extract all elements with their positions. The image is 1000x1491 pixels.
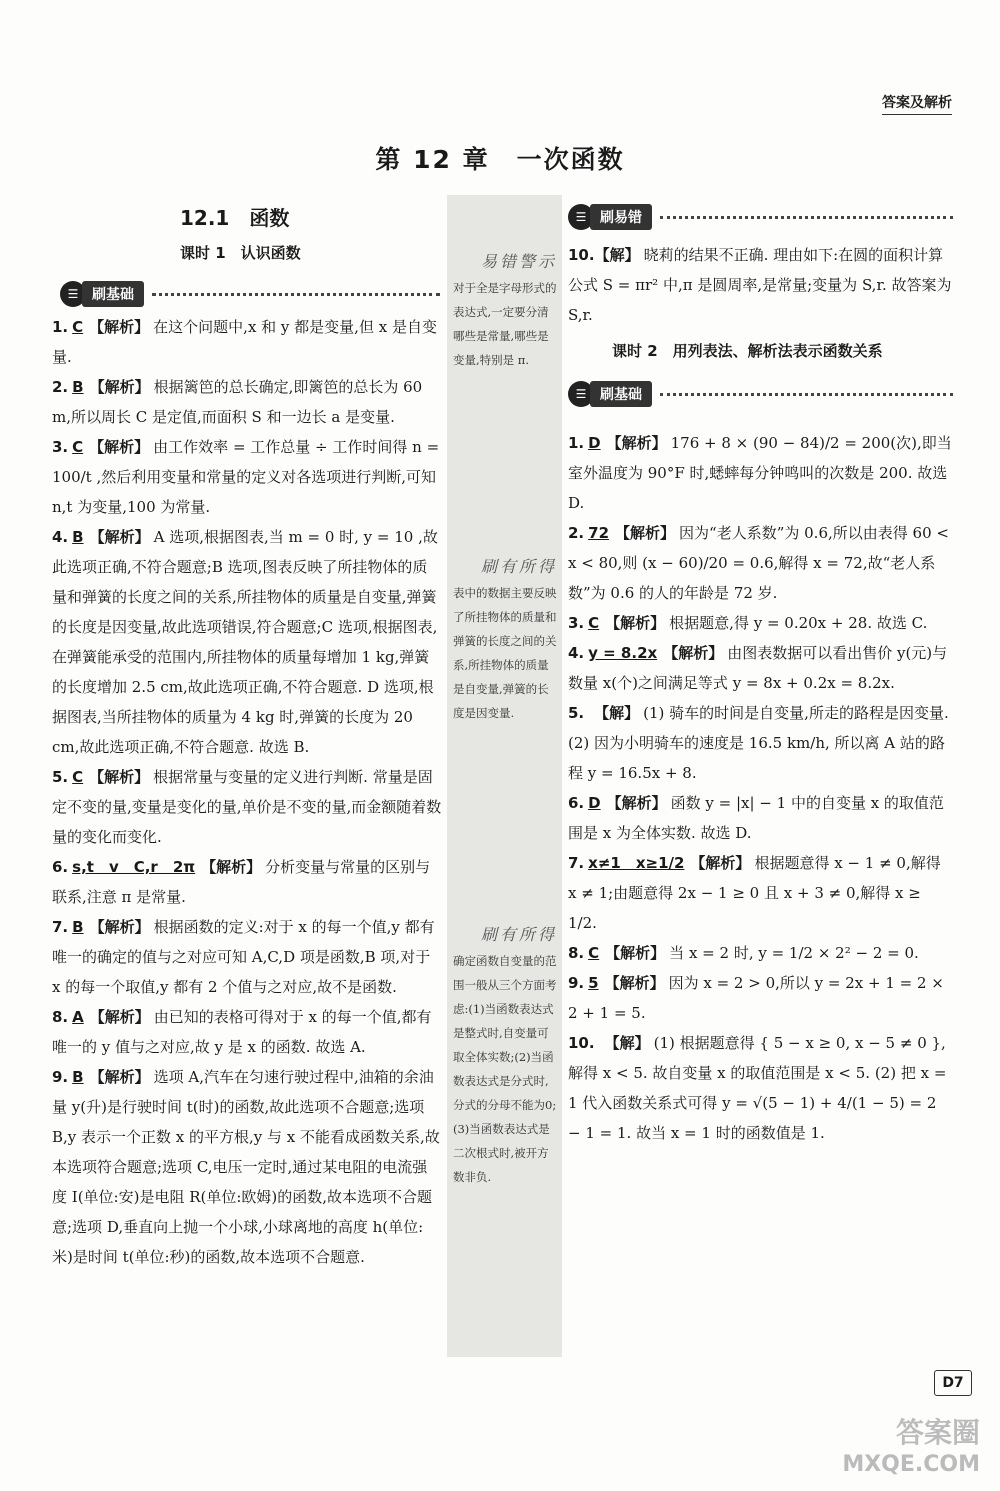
answer-item	[568, 428, 953, 518]
chapter-title: 第 12 章 一次函数	[375, 145, 625, 174]
answer-item	[52, 312, 442, 372]
question-number: 2.	[52, 378, 69, 396]
tip-heading: 刷有所得	[480, 557, 557, 576]
answer-value: s,t v C,r 2π	[72, 858, 196, 876]
answer-text: (1) 根据题意得 { 5 − x ≥ 0, x − 5 ≠ 0 },解得 x < 5. 故自变量 x 的取值范围是 x < 5. (2) 把 x = 1 代入函数关系式可得 y = √(5 − 1) + 4/(1 − 5) = 2 − 1 = 1. 故当 x = 1 时的函数值是 1.	[568, 1034, 947, 1142]
answer-value: C	[72, 318, 84, 336]
watermark	[842, 1417, 980, 1481]
tip-heading: 易错警示	[480, 252, 557, 271]
answer-text: 由图表数据可以看出售价 y(元)与数量 x(个)之间满足等式 y = 8x + 0.2x = 8.2x.	[568, 644, 948, 692]
answer-text: 分析变量与常量的区别与联系,注意 π 是常量.	[52, 858, 431, 906]
book-icon: ☰	[568, 204, 594, 230]
answer-text: 因为 x = 2 > 0,所以 y = 2x + 1 = 2 × 2 + 1 = 5.	[568, 974, 944, 1022]
answer-item	[52, 372, 442, 432]
answer-item	[52, 762, 442, 852]
tip-text: 确定函数自变量的范围一般从三个方面考虑:(1)当函数表达式是整式时,自变量可取全体实数;(2)当函数表达式是分式时,分式的分母不能为0;(3)当函数表达式是二次根式时,被开方数非负.	[453, 954, 557, 1184]
answer-tag: 【解析】	[89, 1008, 150, 1026]
question-number: 6.	[568, 794, 585, 812]
tip-heading: 刷有所得	[480, 925, 557, 944]
tip-gain-1	[453, 555, 557, 725]
answer-value: C	[72, 768, 84, 786]
answer-value: D	[588, 434, 601, 452]
question-number: 7.	[568, 854, 585, 872]
answer-tag: 【解析】	[89, 438, 150, 456]
answer-tag: 【解析】	[89, 1068, 150, 1086]
answer-item	[568, 518, 953, 608]
answer-tag: 【解析】	[606, 434, 667, 452]
answer-value: 5	[588, 974, 599, 992]
book-icon: ☰	[60, 281, 86, 307]
badge-error	[568, 203, 953, 231]
watermark-top: 答案圈	[895, 1416, 980, 1449]
question-number: 10.	[568, 246, 595, 264]
answer-item	[52, 912, 442, 1002]
answer-tag: 【解】	[594, 704, 640, 722]
badge-basic-label: 刷基础	[590, 381, 652, 407]
answer-tag: 【解】	[594, 246, 640, 264]
question-number: 3.	[52, 438, 69, 456]
question-number: 8.	[52, 1008, 69, 1026]
page-number: D7	[934, 1370, 972, 1396]
question-number: 8.	[568, 944, 585, 962]
book-icon: ☰	[568, 381, 594, 407]
tip-gain-2	[453, 923, 557, 1189]
answer-item	[568, 608, 953, 638]
answer-text: 晓莉的结果不正确. 理由如下:在圆的面积计算公式 S = πr² 中,π 是圆周率,是常量;变量为 S,r. 故答案为 S,r.	[568, 246, 952, 324]
answer-value: x≠1 x≥1/2	[588, 854, 685, 872]
answer-value: C	[588, 614, 600, 632]
answer-text: 选项 A,汽车在匀速行驶过程中,油箱的余油量 y(升)是行驶时间 t(时)的函数,故此选项不合题意;选项 B,y 表示一个正数 x 的平方根,y 与 x 不能看成函数关系,故本选项符合题意;选项 C,电压一定时,通过某电阻的电流强度 I(单位:安)是电阻 R(单位:欧姆)的函数,故本选项不合题意;选项 D,垂直向上抛一个小球,小球离地的高度 h(单位:米)是时间 t(单位:秒)的函数,故本选项不合题意.	[52, 1068, 440, 1266]
answer-value: B	[72, 1068, 84, 1086]
answer-item	[568, 698, 953, 788]
question-number: 1.	[52, 318, 69, 336]
answer-item	[568, 638, 953, 698]
dotted-rule	[660, 216, 953, 219]
question-number: 6.	[52, 858, 69, 876]
question-number: 5.	[52, 768, 69, 786]
watermark-bottom: MXQE.COM	[842, 1452, 980, 1477]
answer-item	[52, 432, 442, 522]
answer-text: (1) 骑车的时间是自变量,所走的路程是因变量. (2) 因为小明骑车的速度是 16.5 km/h, 所以离 A 站的路程 y = 16.5x + 8.	[568, 704, 949, 782]
answer-text: 由工作效率 = 工作总量 ÷ 工作时间得 n = 100/t ,然后利用变量和常量的定义对各选项进行判断,可知 n,t 为变量,100 为常量.	[52, 438, 440, 516]
answer-tag: 【解析】	[663, 644, 724, 662]
answer-text: 根据题意,得 y = 0.20x + 28. 故选 C.	[669, 614, 928, 632]
answer-tag: 【解】	[604, 1034, 650, 1052]
answer-item	[52, 852, 442, 912]
answer-tag: 【解析】	[89, 378, 150, 396]
answer-tag: 【解析】	[690, 854, 751, 872]
question-number: 5.	[568, 704, 585, 722]
left-answers	[52, 312, 442, 1272]
lesson-1-title: 课时 1 认识函数	[180, 244, 301, 262]
question-number: 4.	[52, 528, 69, 546]
answer-item	[568, 1028, 953, 1148]
answer-value: A	[72, 1008, 84, 1026]
question-number: 4.	[568, 644, 585, 662]
tip-error-warning	[453, 250, 557, 372]
answer-tag: 【解析】	[89, 318, 150, 336]
dotted-rule	[152, 293, 440, 296]
answer-text: 在这个问题中,x 和 y 都是变量,但 x 是自变量.	[52, 318, 437, 366]
answer-value: B	[72, 378, 84, 396]
question-number: 3.	[568, 614, 585, 632]
header-label: 答案及解析	[882, 92, 952, 115]
answer-text: 176 + 8 × (90 − 84)/2 = 200(次),即当室外温度为 90°F 时,蟋蟀每分钟鸣叫的次数是 200. 故选 D.	[568, 434, 952, 512]
answer-tag: 【解析】	[201, 858, 262, 876]
answer-value: 72	[588, 524, 610, 542]
question-number: 10.	[568, 1034, 595, 1052]
error-answer	[568, 240, 953, 330]
badge-error-label: 刷易错	[590, 204, 652, 230]
answer-item	[568, 848, 953, 938]
answer-value: B	[72, 528, 84, 546]
lesson-2-title: 课时 2 用列表法、解析法表示函数关系	[612, 342, 883, 360]
answer-text: 当 x = 2 时, y = 1/2 × 2² − 2 = 0.	[669, 944, 919, 962]
tip-text: 对于全是字母形式的表达式,一定要分清哪些是常量,哪些是变量,特别是 π.	[453, 281, 557, 367]
badge-basic	[60, 280, 440, 308]
badge-basic-2	[568, 380, 953, 408]
answer-value: D	[588, 794, 601, 812]
answer-tag: 【解析】	[89, 918, 150, 936]
answer-tag: 【解析】	[89, 528, 150, 546]
question-number: 2.	[568, 524, 585, 542]
answer-value: B	[72, 918, 84, 936]
answer-item	[52, 522, 442, 762]
answer-text: 根据常量与变量的定义进行判断. 常量是固定不变的量,变量是变化的量,单价是不变的量,而金额随着数量的变化而变化.	[52, 768, 442, 846]
question-number: 1.	[568, 434, 585, 452]
answer-text: 函数 y = |x| − 1 中的自变量 x 的取值范围是 x 为全体实数. 故选 D.	[568, 794, 944, 842]
answer-tag: 【解析】	[605, 614, 666, 632]
badge-basic-label: 刷基础	[82, 281, 144, 307]
answer-item	[568, 938, 953, 968]
answer-text: 因为“老人系数”为 0.6,所以由表得 60 < x < 80,则 (x − 60)/20 = 0.6,解得 x = 72,故“老人系数”为 0.6 的人的年龄是 72 岁.	[568, 524, 949, 602]
tip-text: 表中的数据主要反映了所挂物体的质量和弹簧的长度之间的关系,所挂物体的质量是自变量,弹簧的长度是因变量.	[453, 586, 557, 720]
answer-text: 由已知的表格可得对于 x 的每一个值,都有唯一的 y 值与之对应,故 y 是 x 的函数. 故选 A.	[52, 1008, 432, 1056]
answer-item	[568, 788, 953, 848]
right-answers	[568, 428, 953, 1148]
answer-value: C	[588, 944, 600, 962]
dotted-rule	[660, 393, 953, 396]
answer-text: 根据篱笆的总长确定,即篱笆的总长为 60 m,所以周长 C 是定值,而面积 S 和一边长 a 是变量.	[52, 378, 423, 426]
answer-text: A 选项,根据图表,当 m = 0 时, y = 10 ,故此选项正确,不符合题意;B 选项,图表反映了所挂物体的质量和弹簧的长度之间的关系,所挂物体的质量是自变量,弹簧的长度是因变量,故此选项错误,符合题意;C 选项,根据图表,在弹簧能承受的范围内,所挂物体的质量每增加 1 kg,弹簧的长度增加 2.5 cm,故此选项正确,不符合题意. D 选项,根据图表,当所挂物体的质量为 4 kg 时,弹簧的长度为 20 cm,故此选项正确,不符合题意. 故选 B.	[52, 528, 438, 756]
answer-value: C	[72, 438, 84, 456]
answer-text: 根据题意得 x − 1 ≠ 0,解得 x ≠ 1;由题意得 2x − 1 ≥ 0 且 x + 3 ≠ 0,解得 x ≥ 1/2.	[568, 854, 941, 932]
answer-item	[568, 968, 953, 1028]
answer-tag: 【解析】	[604, 974, 665, 992]
answer-tag: 【解析】	[606, 794, 667, 812]
question-number: 7.	[52, 918, 69, 936]
answer-value: y = 8.2x	[588, 644, 658, 662]
answer-text: 根据函数的定义:对于 x 的每一个值,y 都有唯一的确定的值与之对应可知 A,C,D 项是函数,B 项,对于 x 的每一个取值,y 都有 2 个值与之对应,故不是函数.	[52, 918, 435, 996]
question-number: 9.	[568, 974, 585, 992]
answer-item	[52, 1002, 442, 1062]
section-title: 12.1 函数	[180, 206, 290, 230]
answer-tag: 【解析】	[89, 768, 150, 786]
side-tips-column	[447, 195, 562, 1357]
answer-tag: 【解析】	[605, 944, 666, 962]
answer-item	[52, 1062, 442, 1272]
question-number: 9.	[52, 1068, 69, 1086]
answer-tag: 【解析】	[615, 524, 676, 542]
